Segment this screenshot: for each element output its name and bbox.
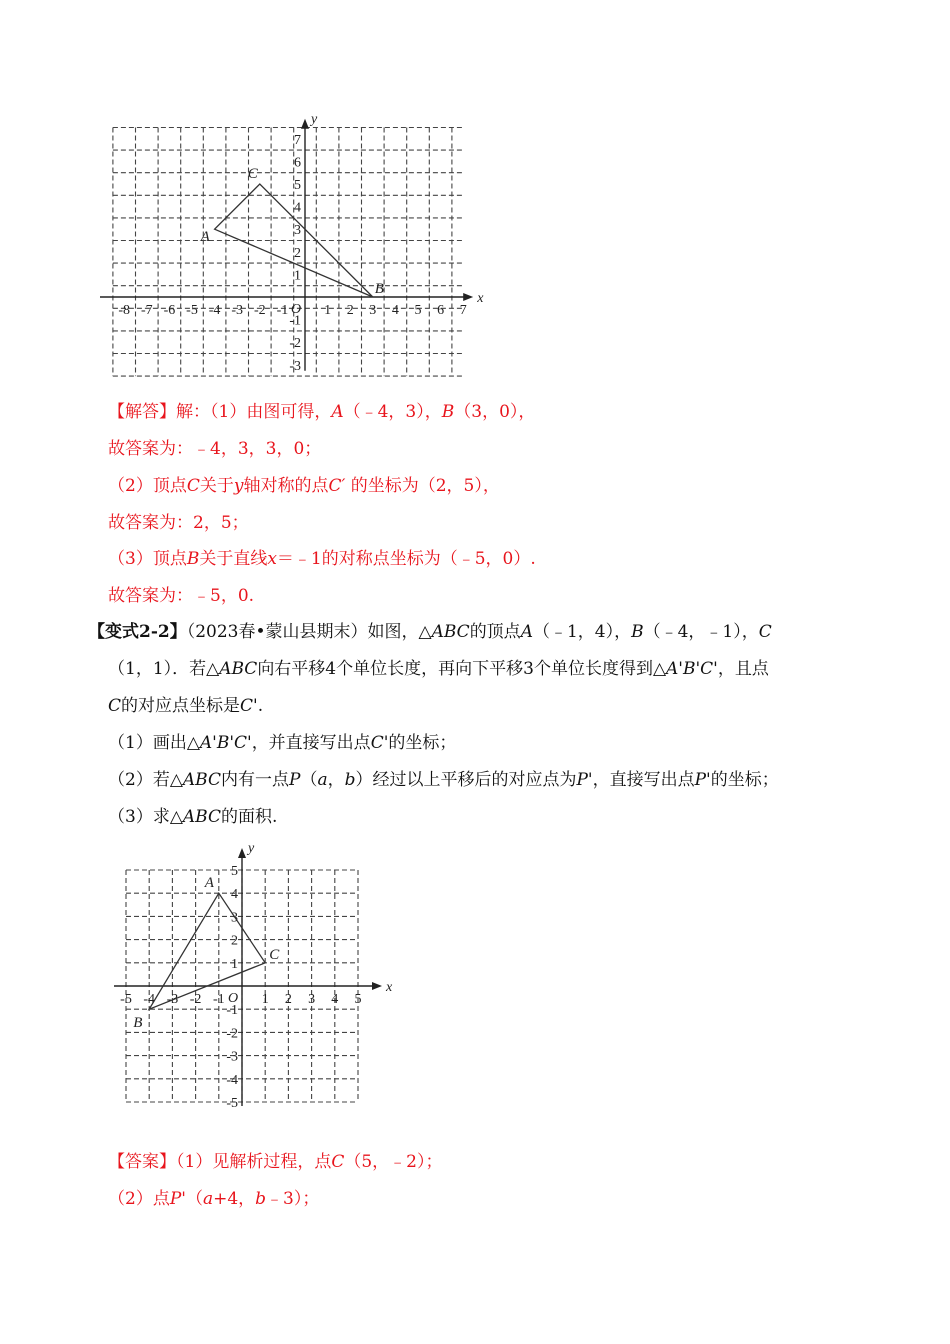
solution1-line4: 故答案为：2，5；: [108, 513, 249, 533]
text: （2）若△: [108, 770, 183, 790]
var: b: [255, 1189, 267, 1209]
y-tick-label: 3: [231, 910, 238, 926]
vertex-label-b: B: [133, 1015, 143, 1032]
x-tick-label: -8: [118, 303, 131, 318]
var: P': [694, 770, 711, 790]
text: ，: [327, 770, 345, 790]
x-tick-label: -3: [166, 992, 179, 1007]
text: （﹣4，﹣1），: [643, 622, 759, 642]
var: ABC: [431, 622, 470, 642]
var: P': [576, 770, 593, 790]
var: C: [186, 476, 200, 496]
var: C': [240, 696, 258, 716]
x-axis-arrow-icon: [372, 982, 382, 990]
x-tick-label: -4: [143, 992, 156, 1007]
x-tick-label: 5: [414, 303, 422, 318]
text: （3，0），: [454, 402, 536, 422]
vertex-label-a: A: [204, 875, 214, 892]
x-tick-label: 1: [261, 992, 269, 1007]
y-tick-label: 5: [231, 864, 238, 879]
text: 关于直线: [199, 549, 268, 569]
y-tick-label: 2: [231, 933, 238, 949]
y-tick-label: -5: [226, 1096, 238, 1111]
vertex-label-c: C: [247, 166, 258, 182]
solution1-line6: 故答案为：﹣5，0.: [108, 586, 255, 606]
x-tick-label: 6: [437, 303, 445, 318]
x-tick-label: -5: [186, 303, 198, 318]
y-tick-label: 1: [294, 268, 301, 284]
solution-heading: 【解答】: [108, 402, 176, 422]
var: x: [267, 549, 277, 569]
text: 的面积.: [220, 807, 278, 827]
text: 向右平移4个单位长度，再向下平移3个单位长度得到△: [257, 659, 667, 679]
y-tick-label: -2: [289, 336, 301, 352]
text: （: [300, 770, 318, 790]
text: 内有一点: [220, 770, 289, 790]
text: 解：（1）由图可得，: [176, 402, 332, 422]
text: ，直接写出点: [592, 770, 695, 790]
x-axis-arrow-icon: [463, 293, 473, 301]
problem-line2: [108, 658, 769, 680]
x-tick-label: -5: [120, 992, 132, 1007]
text: 的顶点: [469, 622, 521, 642]
x-tick-label: 3: [308, 992, 316, 1007]
question-3: [108, 806, 277, 828]
y-tick-label: 3: [294, 223, 301, 239]
text: （5，﹣2）；: [344, 1152, 443, 1172]
text: ）经过以上平移后的对应点为: [355, 770, 577, 790]
x-tick-label: -7: [140, 303, 153, 318]
y-tick-label: 5: [294, 178, 301, 193]
figure-2-coordinate-grid: [100, 835, 400, 1115]
x-tick-label: 3: [369, 303, 377, 318]
text: （﹣1，4），: [532, 622, 632, 642]
var: a: [202, 1189, 214, 1209]
x-tick-label: 1: [324, 303, 332, 318]
text: （1，1）．若△: [108, 659, 220, 679]
var: B: [186, 549, 200, 569]
var: b: [344, 770, 356, 790]
x-tick-label: 5: [354, 992, 362, 1007]
text: .: [257, 696, 264, 716]
answer-line2: [108, 1188, 319, 1210]
x-axis-label: x: [477, 291, 484, 306]
var: A'B'C': [666, 659, 718, 679]
var: ABC: [219, 659, 258, 679]
text: （: [185, 1189, 203, 1209]
text: ﹣3）；: [266, 1189, 320, 1209]
text: +4，: [213, 1189, 256, 1209]
y-tick-label: 4: [294, 200, 301, 216]
text: （1）画出△: [108, 733, 200, 753]
text: 的坐标为（2，5），: [345, 476, 500, 496]
x-tick-label: -1: [276, 303, 289, 318]
text: 关于: [199, 476, 234, 496]
x-tick-label: 7: [459, 303, 467, 318]
answer-heading: 【答案】: [108, 1152, 176, 1172]
answer-line1: [108, 1151, 442, 1173]
var: A: [520, 622, 533, 642]
solution1-line2: 故答案为：﹣4，3，3，0；: [108, 439, 322, 459]
problem-line3: [108, 695, 263, 717]
y-axis-label: y: [248, 841, 255, 856]
var: C: [331, 1152, 345, 1172]
text: （3）顶点: [108, 549, 187, 569]
y-tick-label: 1: [231, 956, 238, 972]
question-2: [108, 769, 779, 791]
y-tick-label: -3: [289, 358, 301, 374]
question-1: [108, 732, 456, 754]
var: C': [370, 733, 389, 753]
y-tick-label: -4: [226, 1072, 238, 1088]
text: ，并直接写出点: [251, 733, 371, 753]
var: A'B'C': [199, 733, 252, 753]
var: C′: [328, 476, 346, 496]
problem-tag: 【变式2-2】: [88, 622, 187, 642]
figure-1-coordinate-grid: [100, 110, 500, 380]
var: ABC: [182, 807, 221, 827]
y-tick-label: -1: [289, 313, 301, 329]
origin-label: O: [291, 302, 302, 317]
var: B: [441, 402, 455, 422]
text: ＝﹣1的对称点坐标为（﹣5，0）.: [276, 549, 536, 569]
text: 轴对称的点: [243, 476, 329, 496]
var: ABC: [182, 770, 221, 790]
y-tick-label: 2: [294, 245, 301, 261]
var: P': [169, 1189, 186, 1209]
solution1-line3: [108, 475, 500, 497]
vertex-label-c: C: [269, 946, 280, 963]
text: 的坐标；: [710, 770, 779, 790]
solution1-line5: [108, 548, 536, 570]
text: （1）见解析过程，点: [176, 1152, 332, 1172]
y-axis-arrow-icon: [301, 119, 309, 129]
x-tick-label: -4: [208, 303, 221, 318]
text: （3）求△: [108, 807, 183, 827]
y-tick-label: -2: [226, 1026, 238, 1042]
var: P: [288, 770, 301, 790]
x-tick-label: -2: [189, 992, 202, 1007]
x-tick-label: -1: [212, 992, 225, 1007]
solution1-line1: [108, 401, 535, 423]
y-axis-label: y: [311, 111, 318, 127]
x-tick-label: 4: [331, 992, 339, 1007]
text: （﹣4，3），: [343, 402, 442, 422]
x-axis-label: x: [386, 980, 393, 995]
text: ，且点: [717, 659, 769, 679]
y-tick-label: 4: [231, 887, 238, 903]
x-tick-label: -3: [231, 303, 244, 318]
text: 的坐标；: [388, 733, 457, 753]
var: C: [758, 622, 772, 642]
x-tick-label: -2: [253, 303, 266, 318]
x-tick-label: -6: [163, 303, 176, 318]
text: （2）点: [108, 1189, 170, 1209]
var: A: [331, 402, 344, 422]
problem-line1: [88, 621, 772, 643]
var: B: [631, 622, 644, 642]
y-tick-label: 6: [294, 155, 301, 171]
vertex-label-a: A: [200, 229, 210, 246]
y-tick-label: -1: [226, 1003, 238, 1019]
x-tick-label: 4: [391, 303, 399, 318]
origin-label: O: [228, 991, 239, 1006]
var: y: [233, 476, 244, 496]
text: （2023春•蒙山县期末）如图，△: [186, 622, 432, 642]
y-tick-label: -3: [226, 1049, 238, 1065]
var: a: [317, 770, 328, 790]
y-axis-arrow-icon: [238, 848, 246, 858]
text: （2）顶点: [108, 476, 187, 496]
x-tick-label: 2: [346, 303, 354, 318]
var: C: [108, 696, 122, 716]
text: 的对应点坐标是: [121, 696, 241, 716]
x-tick-label: 2: [284, 992, 292, 1007]
y-tick-label: 7: [294, 132, 301, 148]
vertex-label-b: B: [374, 281, 384, 297]
